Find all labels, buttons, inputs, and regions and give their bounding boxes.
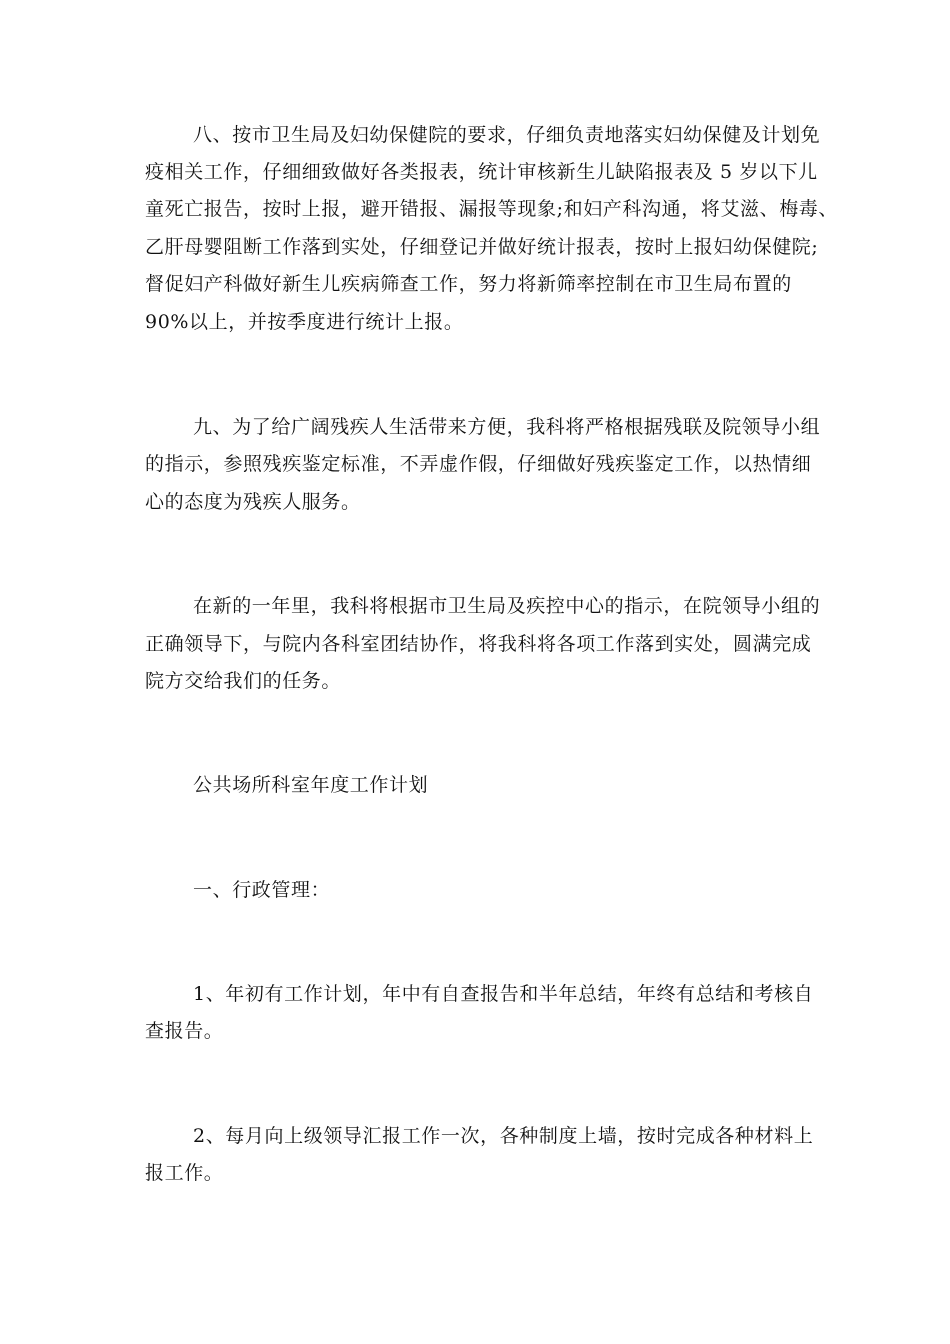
heading-administration: 一、行政管理： [193, 879, 331, 901]
text-line: 疫相关工作，仔细细致做好各类报表，统计审核新生儿缺陷报表及 5 岁以下儿 [145, 161, 818, 183]
text-line: 1、年初有工作计划，年中有自查报告和半年总结，年终有总结和考核自 [193, 983, 814, 1005]
text-line: 90%以上，并按季度进行统计上报。 [145, 311, 464, 333]
text-line: 八、按市卫生局及妇幼保健院的要求，仔细负责地落实妇幼保健及计划免 [193, 124, 821, 146]
text-line: 院方交给我们的任务。 [145, 670, 342, 692]
text-line: 九、为了给广阔残疾人生活带来方便，我科将严格根据残联及院领导小组 [193, 416, 821, 438]
text-line: 查报告。 [145, 1020, 224, 1042]
text-line: 督促妇产科做好新生儿疾病筛查工作，努力将新筛率控制在市卫生局布置的 [145, 273, 792, 295]
text-line: 的指示，参照残疾鉴定标准，不弄虚作假，仔细做好残疾鉴定工作，以热情细 [145, 453, 812, 475]
text-line: 心的态度为残疾人服务。 [145, 491, 361, 513]
text-line: 正确领导下，与院内各科室团结协作，将我科将各项工作落到实处，圆满完成 [145, 633, 812, 655]
text-line: 童死亡报告，按时上报，避开错报、漏报等现象;和妇产科沟通，将艾滋、梅毒、 [145, 198, 839, 220]
section-title: 公共场所科室年度工作计划 [193, 774, 429, 796]
text-line: 2、每月向上级领导汇报工作一次，各种制度上墙，按时完成各种材料上 [193, 1125, 814, 1147]
text-line: 乙肝母婴阻断工作落到实处，仔细登记并做好统计报表，按时上报妇幼保健院; [145, 236, 819, 258]
text-line: 在新的一年里，我科将根据市卫生局及疾控中心的指示，在院领导小组的 [193, 595, 821, 617]
text-line: 报工作。 [145, 1162, 224, 1184]
